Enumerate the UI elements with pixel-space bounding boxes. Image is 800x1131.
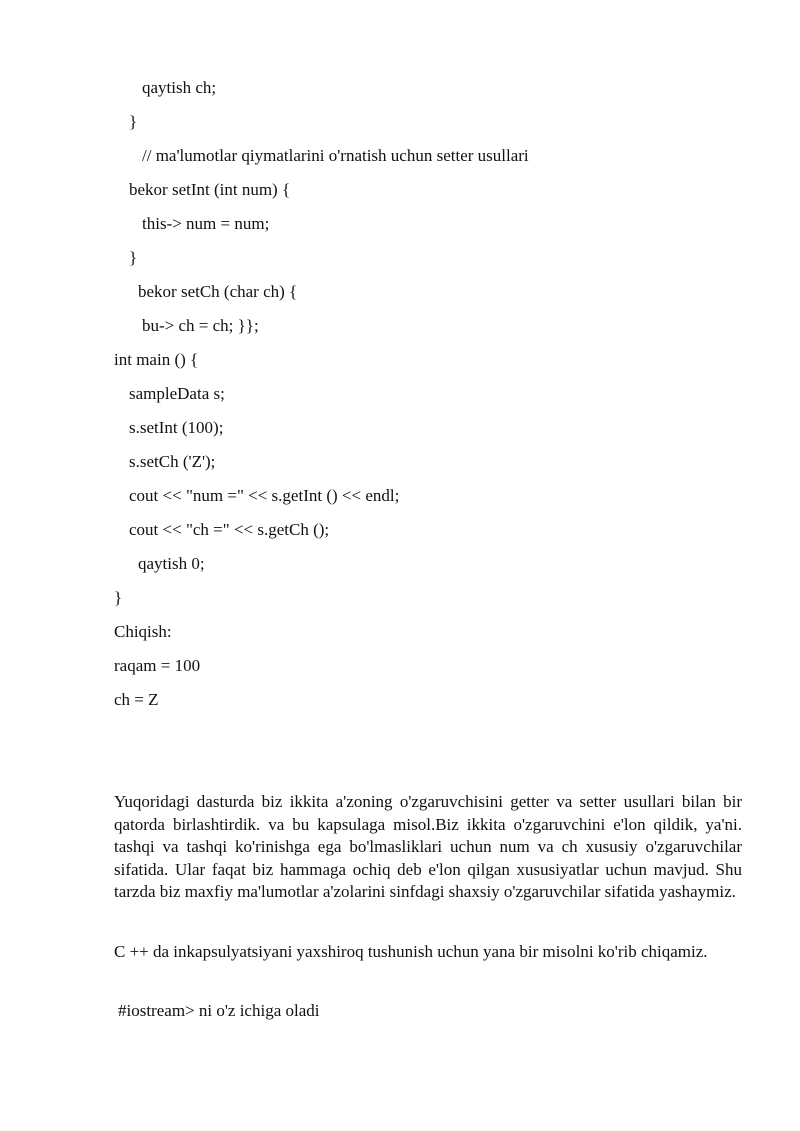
code-line: cout << "ch =" << s.getCh (); [129, 520, 330, 539]
code-comment: // ma'lumotlar qiymatlarini o'rnatish uchun setter usullari [142, 146, 529, 165]
code-line: s.setInt (100); [129, 418, 224, 437]
code-line: this-> num = num; [142, 214, 270, 233]
code-line: } [114, 588, 123, 607]
body-line: #iostream> ni o'z ichiga oladi [118, 1001, 320, 1020]
code-line: qaytish ch; [142, 78, 217, 97]
body-paragraph: C ++ da inkapsulyatsiyani yaxshiroq tushunish uchun yana bir misolni ko'rib chiqamiz. [114, 942, 708, 961]
code-line: bu-> ch = ch; }}; [142, 316, 259, 335]
code-line: int main () { [114, 350, 199, 369]
code-line: s.setCh ('Z'); [129, 452, 216, 471]
code-line: bekor setCh (char ch) { [138, 282, 298, 301]
body-paragraph: Yuqoridagi dasturda biz ikkita a'zoning o'zgaruvchisini getter va setter usullari bilan bir qatorda birlashtirdik. va bu kapsulaga misol.Biz ikkita o'zgaruvchini e'lon qildik, ya'ni. tashqi va tashqi ko'rinishga ega bo'lmasliklari uchun num va ch xususiy o'zgaruvchilar sifatida. Ular faqat biz hammaga ochiq deb e'lon qilgan xususiyatlar uchun mavjud. Shu tarzda biz maxfiy ma'lumotlar a'zolarini sinfdagi shaxsiy o'zgaruvchilar sifatida yashaymiz. [114, 792, 742, 901]
output-heading: Chiqish: [114, 622, 172, 641]
code-line: qaytish 0; [138, 554, 205, 573]
code-line: } [129, 112, 138, 131]
code-line: } [129, 248, 138, 267]
output-line: raqam = 100 [114, 656, 201, 675]
code-line: cout << "num =" << s.getInt () << endl; [129, 486, 400, 505]
output-line: ch = Z [114, 690, 159, 709]
code-line: bekor setInt (int num) { [129, 180, 291, 199]
code-line: sampleData s; [129, 384, 225, 403]
